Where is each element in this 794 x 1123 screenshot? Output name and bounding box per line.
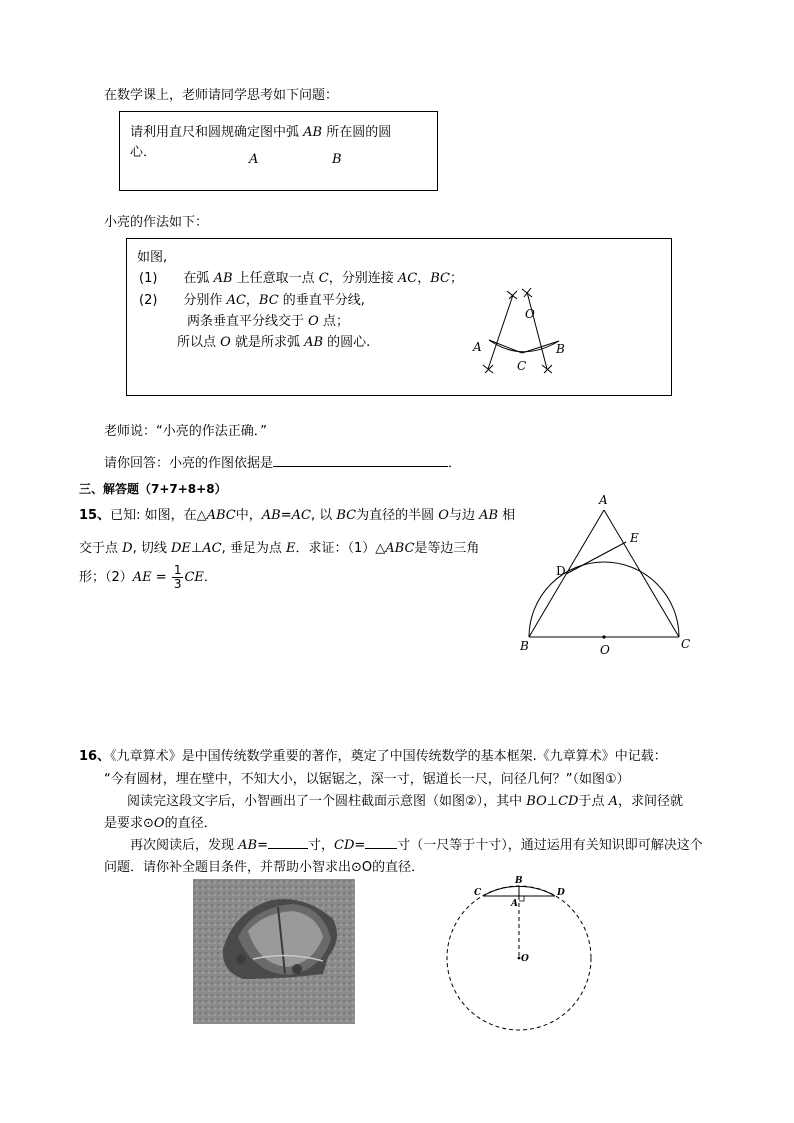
fig16-label-o: O [521, 954, 529, 964]
side-ac [604, 510, 679, 637]
bisector-ac [488, 295, 513, 369]
point-b-label: B [332, 152, 342, 167]
fig-label-b: B [556, 342, 565, 356]
fig15-label-a: A [599, 493, 608, 507]
center-o [518, 957, 521, 960]
construction-figure [467, 285, 577, 385]
p15-line-3: 形；（2）AE = $\frac{1}{3}$ CE． [79, 563, 217, 591]
method-step-1: (1) 在弧 AB 上任意取一点 C，分别连接 AC，BC； [139, 271, 463, 286]
right-angle-mark [519, 896, 524, 901]
method-title: 小亮的作法如下： [104, 215, 209, 230]
method-step-3: 两条垂直平分线交于 O 点； [187, 314, 349, 329]
fig15-label-c: C [681, 637, 691, 651]
method-step-4: 所以点 O 就是所求弧 AB 的圆心. [177, 335, 371, 350]
method-step-2: (2) 分别作 AC，BC 的垂直平分线, [139, 293, 365, 308]
question-line-2: 心． [130, 145, 157, 160]
fraction-one-third: $\frac{1}{3}$ [173, 563, 182, 591]
p16-line-2: “今有圆材，埋在壁中，不知大小，以锯锯之，深一寸，锯道长一尺，问径几何？”（如图①） [104, 772, 630, 787]
center-o-point [602, 635, 605, 638]
p16-line-5: 再次阅读后，发现 AB= 寸，CD= 寸（一尺等于十寸），通过运用有关知识即可解决这个 [130, 838, 703, 853]
fig16-label-b: B [515, 876, 523, 886]
method-box [126, 238, 672, 396]
point-a-label: A [249, 152, 259, 167]
ab-blank[interactable] [268, 848, 308, 849]
stone-2 [292, 964, 302, 974]
log-in-wall-photo [193, 879, 355, 1024]
answer-blank[interactable] [273, 466, 448, 467]
arc-ab [489, 340, 559, 352]
cross-mark-2 [522, 288, 532, 297]
question-box [119, 111, 438, 191]
question-line-1: 请利用直尺和圆规确定图中弧 AB 所在圆的圆 [130, 125, 392, 140]
p16-line-1: 16、《九章算术》是中国传统数学重要的著作，奠定了中国传统数学的基本框架.《九章算术》中记载： [79, 749, 667, 764]
fig15-label-b: B [520, 639, 529, 653]
p16-line-4: 是要求⊙O的直径． [104, 816, 217, 831]
photo-drawing [193, 879, 355, 1024]
stone-1 [236, 954, 246, 964]
teacher-text: 老师说：“小亮的作法正确．” [104, 424, 267, 439]
p15-line-1: 15、已知: 如图，在△ABC中，AB=AC, 以 BC为直径的半圆 O与边 AB 相 [79, 508, 516, 523]
bisector-bc [527, 292, 547, 369]
answer-line: 请你回答：小亮的作图依据是 ． [104, 456, 462, 471]
fig16-label-d: D [557, 888, 565, 898]
p15-line-2: 交于点 D, 切线 DE⊥AC, 垂足为点 E．求证：（1）△ABC是等边三角 [79, 541, 480, 556]
fig-label-a: A [473, 340, 482, 354]
cross-mark-3 [483, 365, 493, 373]
section-heading: 三、解答题（7+7+8+8） [79, 482, 227, 496]
fig16-label-a: A [511, 899, 518, 909]
intro-text: 在数学课上，老师请同学思考如下问题： [104, 88, 339, 103]
cross-mark-4 [542, 365, 552, 373]
cd-blank[interactable] [365, 848, 397, 849]
p16-line-3: 阅读完这段文字后，小智画出了一个圆柱截面示意图（如图②），其中 BO⊥CD于点 A，求间径就 [127, 794, 683, 809]
fig16-label-c: C [474, 888, 482, 898]
method-line-0: 如图, [137, 250, 168, 265]
fig15-label-e: E [630, 531, 639, 545]
fig-label-o: O [525, 307, 535, 321]
p16-line-6: 问题．请你补全题目条件，并帮助小智求出⊙O的直径． [104, 860, 425, 875]
tangent-de [566, 542, 626, 574]
cross-section-figure [440, 870, 600, 1035]
p15-figure [512, 490, 702, 660]
fig15-label-o: O [600, 643, 610, 657]
fig-label-c: C [517, 359, 527, 373]
fig15-label-d: D [556, 564, 566, 578]
